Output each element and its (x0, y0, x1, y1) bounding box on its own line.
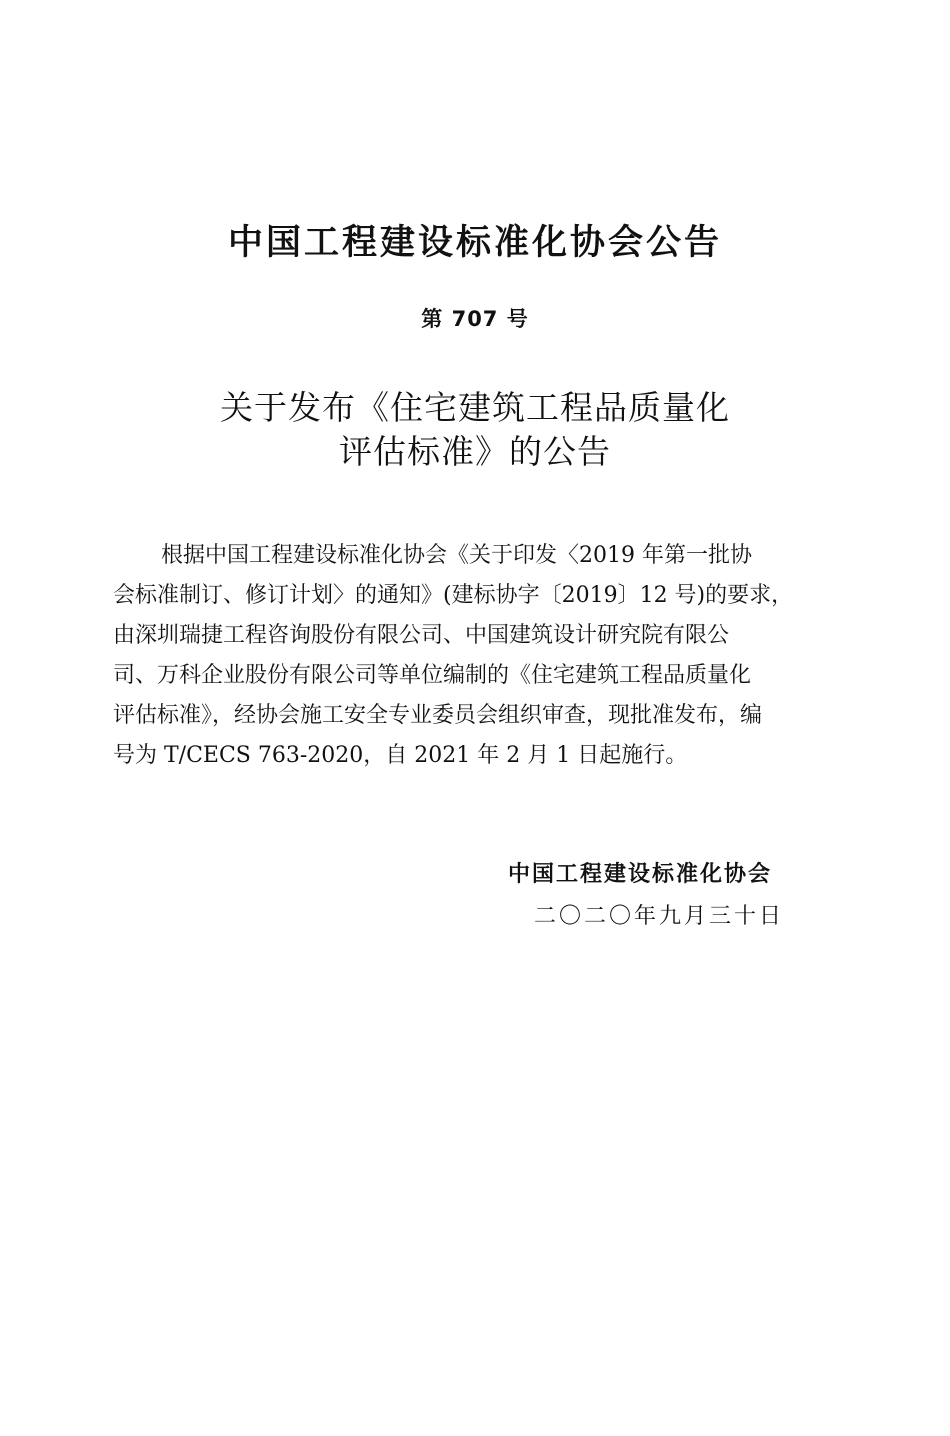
subtitle-line: 关于发布《住宅建筑工程品质量化 (220, 388, 730, 427)
announcement-subtitle (0, 386, 950, 474)
announcement-title: 中国工程建设标准化协会公告 (227, 223, 722, 263)
body-line: 根据中国工程建设标准化协会《关于印发〈2019 年第一批协 (161, 543, 752, 568)
body-line: 会标准制订、修订计划〉的通知》(建标协字〔2019〕12 号)的要求， (113, 583, 794, 608)
announcement-number: 第 707 号 (421, 307, 529, 331)
body-line: 评估标准》，经协会施工安全专业委员会组织审查，现批准发布，编 (113, 703, 763, 728)
signature-organization: 中国工程建设标准化协会 (508, 862, 773, 887)
body-line: 司、万科企业股份有限公司等单位编制的《住宅建筑工程品质量化 (113, 663, 752, 688)
announcement-body (113, 536, 853, 776)
subtitle-line: 评估标准》的公告 (339, 432, 611, 471)
body-line: 号为 T/CECS 763-2020，自 2021 年 2 月 1 日起施行。 (113, 743, 688, 768)
signature-date: 二〇二〇年九月三十日 (534, 904, 785, 929)
signature-block (508, 854, 808, 938)
body-line: 由深圳瑞捷工程咨询股份有限公司、中国建筑设计研究院有限公 (113, 623, 730, 648)
